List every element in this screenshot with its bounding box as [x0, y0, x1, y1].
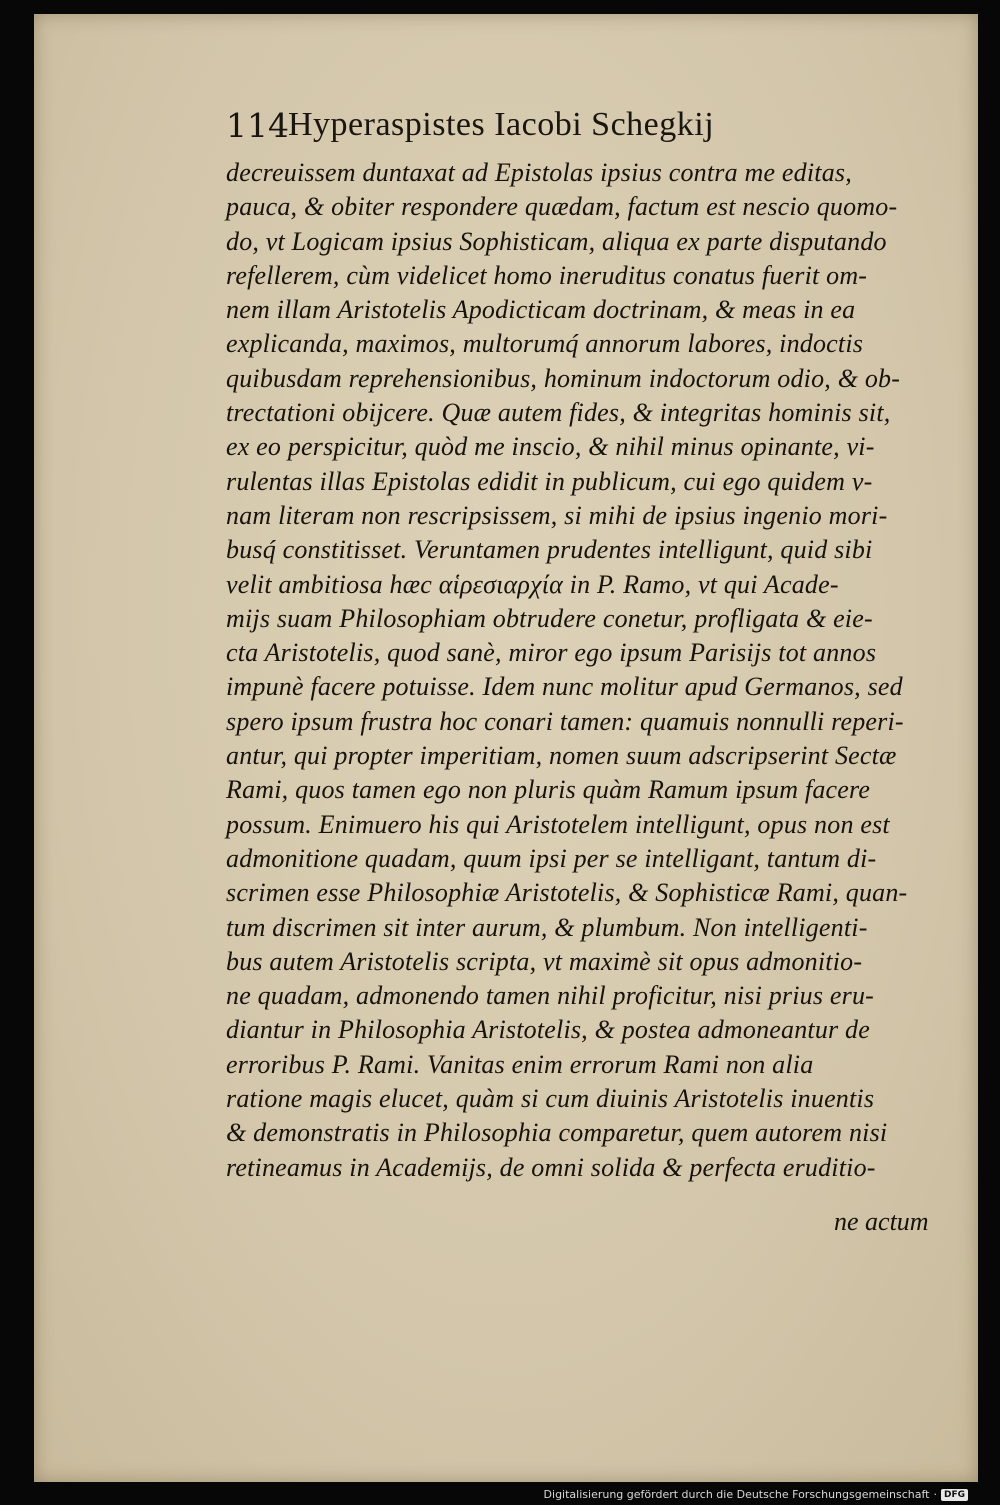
text-line: bus autem Aristotelis scripta, vt maximè sit opus admonitio-	[226, 946, 863, 976]
text-line: pauca, & obiter respondere quædam, factum est nescio quomo-	[226, 192, 898, 222]
digitization-footer: Digitalisierung gefördert durch die Deutsche Forschungsgemeinschaft · DFG	[544, 1488, 968, 1501]
text-line: explicanda, maximos, multorumq́ annorum labores, indoctis	[226, 329, 864, 359]
text-line: nam literam non rescripsissem, si mihi de ipsius ingenio mori-	[226, 500, 888, 530]
text-line: nem illam Aristotelis Apodicticam doctrinam, & meas in ea	[226, 295, 856, 325]
page-header	[226, 106, 826, 150]
text-line: possum. Enimuero his qui Aristotelem intelligunt, opus non est	[226, 809, 890, 839]
text-line: retineamus in Academijs, de omni solida & perfecta eruditio-	[226, 1152, 876, 1182]
text-line: cta Aristotelis, quod sanè, miror ego ipsum Parisijs tot annos	[226, 638, 877, 668]
text-line: decreuissem duntaxat ad Epistolas ipsius contra me editas,	[226, 158, 852, 187]
text-line: Rami, quos tamen ego non pluris quàm Ramum ipsum facere	[226, 775, 871, 805]
text-line: quibusdam reprehensionibus, hominum indoctorum odio, & ob-	[226, 363, 901, 393]
text-line: antur, qui propter imperitiam, nomen suum adscripserint Sectæ	[226, 741, 897, 771]
text-line: erroribus P. Rami. Vanitas enim errorum Rami non alia	[226, 1049, 814, 1079]
page-number: 114	[226, 106, 289, 145]
dfg-logo: DFG	[941, 1489, 968, 1501]
running-title: Hyperaspistes Iacobi Schegkij	[288, 106, 715, 143]
text-line: spero ipsum frustra hoc conari tamen: quamuis nonnulli reperi-	[226, 706, 904, 736]
text-line: ne quadam, admonendo tamen nihil proficitur, nisi prius eru-	[226, 981, 875, 1011]
catchword: ne actum	[834, 1207, 929, 1236]
text-line: mijs suam Philosophiam obtrudere conetur, profligata & eie-	[226, 603, 873, 633]
text-line: ratione magis elucet, quàm si cum diuinis Aristotelis inuentis	[226, 1084, 875, 1114]
text-line: busq́ constitisset. Veruntamen prudentes intelligunt, quid sibi	[226, 535, 873, 565]
text-line: rulentas illas Epistolas edidit in publicum, cui ego quidem v-	[226, 466, 873, 496]
text-line: do, vt Logicam ipsius Sophisticam, aliqua ex parte disputando	[226, 226, 887, 256]
text-line: refellerem, cùm videlicet homo ineruditus conatus fuerit om-	[226, 260, 868, 290]
text-line: tum discrimen sit inter aurum, & plumbum. Non intelligenti-	[226, 912, 868, 942]
text-line: diantur in Philosophia Aristotelis, & postea admoneantur de	[226, 1015, 870, 1045]
body-text	[226, 156, 961, 1185]
text-line: impunè facere potuisse. Idem nunc molitur apud Germanos, sed	[226, 672, 903, 702]
text-line: & demonstratis in Philosophia comparetur, quem autorem nisi	[226, 1118, 888, 1148]
text-line: trectationi obijcere. Quæ autem fides, & integritas hominis sit,	[226, 398, 891, 428]
text-line: ex eo perspicitur, quòd me inscio, & nihil minus opinante, vi-	[226, 432, 875, 462]
text-line: velit ambitiosa hæc αἱρεσιαρχία in P. Ramo, vt qui Acade-	[226, 569, 839, 599]
text-line: scrimen esse Philosophiæ Aristotelis, & Sophisticæ Rami, quan-	[226, 878, 908, 908]
footer-credit: Digitalisierung gefördert durch die Deutsche Forschungsgemeinschaft	[543, 1488, 930, 1501]
text-line: admonitione quadam, quum ipsi per se intelligant, tantum di-	[226, 843, 877, 873]
